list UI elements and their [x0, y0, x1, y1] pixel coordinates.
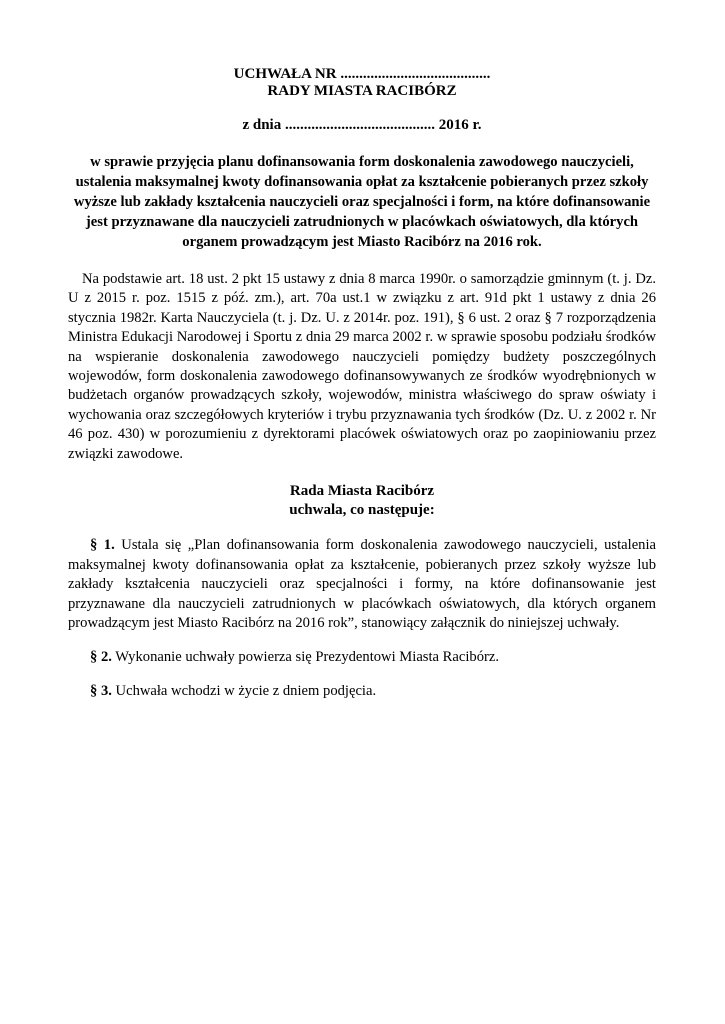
section-2-marker: § 2.	[90, 649, 112, 666]
section-3-text: Uchwała wchodzi w życie z dniem podjęcia.	[115, 682, 377, 699]
council-name: RADY MIASTA RACIBÓRZ	[267, 83, 457, 99]
section-3-marker: § 3.	[90, 682, 112, 699]
section-1	[68, 536, 656, 634]
section-1-text: Ustala się „Plan dofinansowania form doskonalenia zawodowego nauczycieli, ustalenia maksymalnej kwoty dofinansowania opłat za kształcenie, pobieranych przez szkoły wyższe lub zakłady kształcenia nauczycieli oraz specjalności i formy, na które dofinansowanie jest przyznawane dla nauczycieli zatrudnionych w placówkach oświatowych, dla których organem prowadzącym jest Miasto Racibórz na 2016 rok”, stanowiący załącznik do niniejszej uchwały.	[68, 537, 656, 632]
council-heading: Rada Miasta Racibórz	[289, 483, 435, 500]
section-2-text: Wykonanie uchwały powierza się Prezydentowi Miasta Racibórz.	[115, 649, 499, 666]
legal-basis-paragraph: Na podstawie art. 18 ust. 2 pkt 15 ustawy z dnia 8 marca 1990r. o samorządzie gminnym (t. j. Dz. U z 2015 r. poz. 1515 z póź. zm.), art. 70a ust.1 w związku z art. 91d pkt 1 ustawy z dnia 26 stycznia 1982r. Karta Nauczyciela (t. j. Dz. U. z 2014r. poz. 191), § 6 ust. 2 oraz § 7 rozporządzenia Ministra Edukacji Narodowej i Sportu z dnia 29 marca 2002 r. w sprawie sposobu podziału środków na wspieranie doskonalenia zawodowego nauczycieli pomiędzy budżety poszczególnych wojewodów, form doskonalenia zawodowego dofinansowywanych ze środków wyodrębnionych w budżetach organów prowadzących szkoły, wojewodów, ministra właściwego do spraw oświaty i wychowania oraz szczegółowych kryteriów i trybu przyznawania tych środków (Dz. U. z 2002 r. Nr 46 poz. 430) w porozumieniu z dyrektorami placówek oświatowych oraz po zaopiniowaniu przez związki zawodowe.	[68, 271, 656, 462]
section-1-marker: § 1.	[90, 537, 115, 554]
resolution-formula	[68, 482, 656, 520]
resolution-number: UCHWAŁA NR ........................................	[233, 66, 491, 82]
resolves-heading: uchwala, co następuje:	[289, 502, 435, 519]
resolution-date: z dnia ........................................ 2016 r.	[242, 117, 482, 133]
document-header	[68, 66, 656, 134]
document-page	[68, 66, 656, 701]
section-2	[68, 648, 656, 668]
resolution-subject: w sprawie przyjęcia planu dofinansowania form doskonalenia zawodowego nauczycieli, ustalenia maksymalnej kwoty dofinansowania opłat za kształcenie pobieranych przez szkoły wyższe lub zakłady kształcenia nauczycieli oraz specjalności i form, na które dofinansowanie jest przyznawane dla nauczycieli zatrudnionych w placówkach oświatowych, dla których organem prowadzącym jest Miasto Racibórz na 2016 rok.	[73, 154, 651, 250]
section-3	[68, 682, 656, 702]
